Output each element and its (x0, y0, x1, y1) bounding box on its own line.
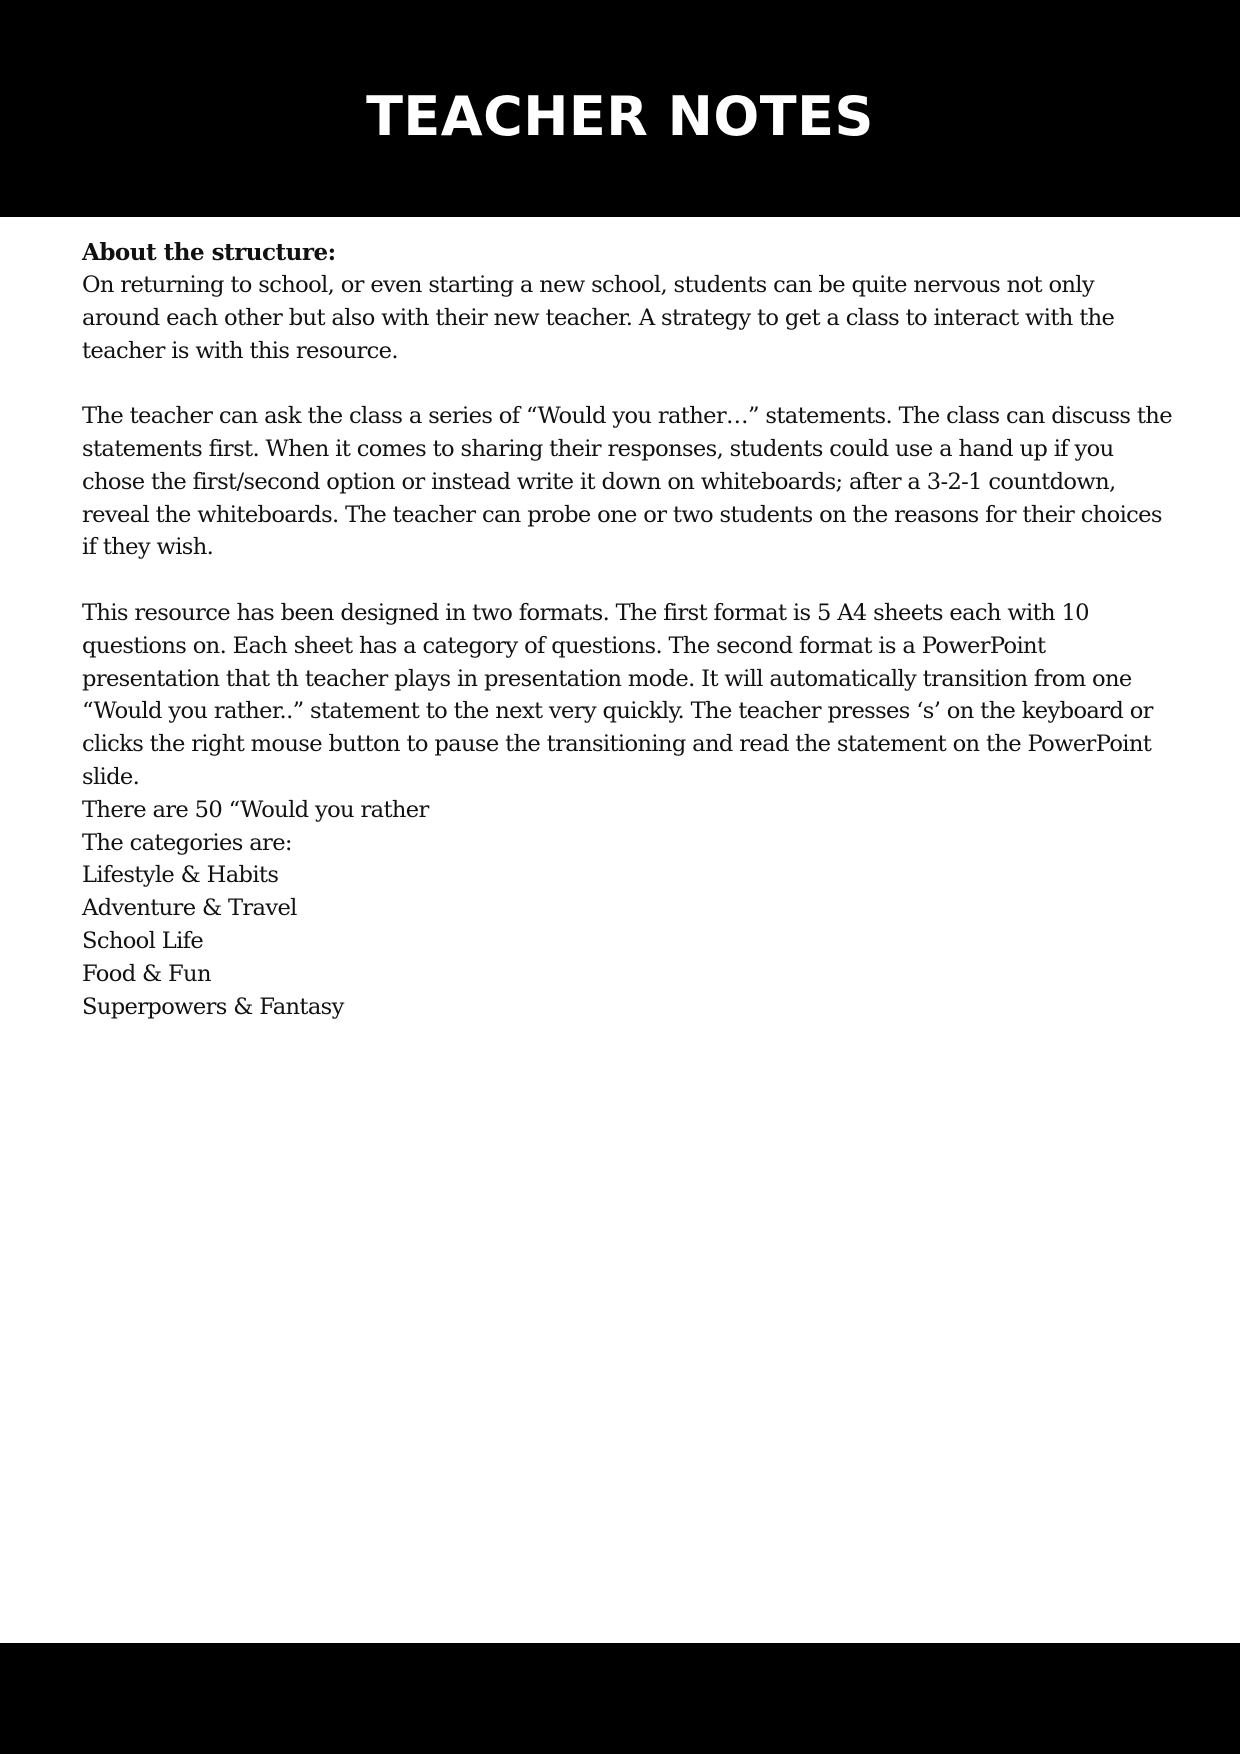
category-item: Superpowers & Fantasy (82, 993, 344, 1020)
category-item: School Life (82, 927, 204, 954)
footer-band (0, 1643, 1240, 1754)
header-band (0, 0, 1240, 217)
page-title: TEACHER NOTES (366, 85, 874, 148)
count-line: There are 50 “Would you rather (82, 796, 429, 823)
section-heading: About the structure: (82, 239, 336, 266)
categories-list (82, 859, 1176, 1023)
categories-intro: The categories are: (82, 829, 292, 856)
category-item: Lifestyle & Habits (82, 862, 279, 889)
category-item: Adventure & Travel (82, 895, 297, 922)
categories-block (82, 794, 1176, 1024)
teacher-notes-content (82, 236, 1176, 1023)
category-item: Food & Fun (82, 960, 211, 987)
method-paragraph: The teacher can ask the class a series of “Would you rather…” statements. The class can discuss the statements first. When it comes to sharing their responses, students could use a hand up if you chose the first/second option or instead write it down on whiteboards; after a 3-2-1 countdown, reveal the whiteboards. The teacher can probe one or two students on the reasons for their choices if they wish. (82, 403, 1172, 561)
formats-paragraph: This resource has been designed in two formats. The first format is 5 A4 sheets each with 10 questions on. Each sheet has a category of questions. The second format is a PowerPoint presentation that th teacher plays in presentation mode. It will automatically transition from one “Would you rather..” statement to the next very quickly. The teacher presses ‘s’ on the keyboard or clicks the right mouse button to pause the transitioning and read the statement on the PowerPoint slide. (82, 599, 1153, 790)
intro-paragraph: On returning to school, or even starting a new school, students can be quite nervous not only around each other but also with their new teacher. A strategy to get a class to interact with the teacher is with this resource. (82, 272, 1115, 364)
